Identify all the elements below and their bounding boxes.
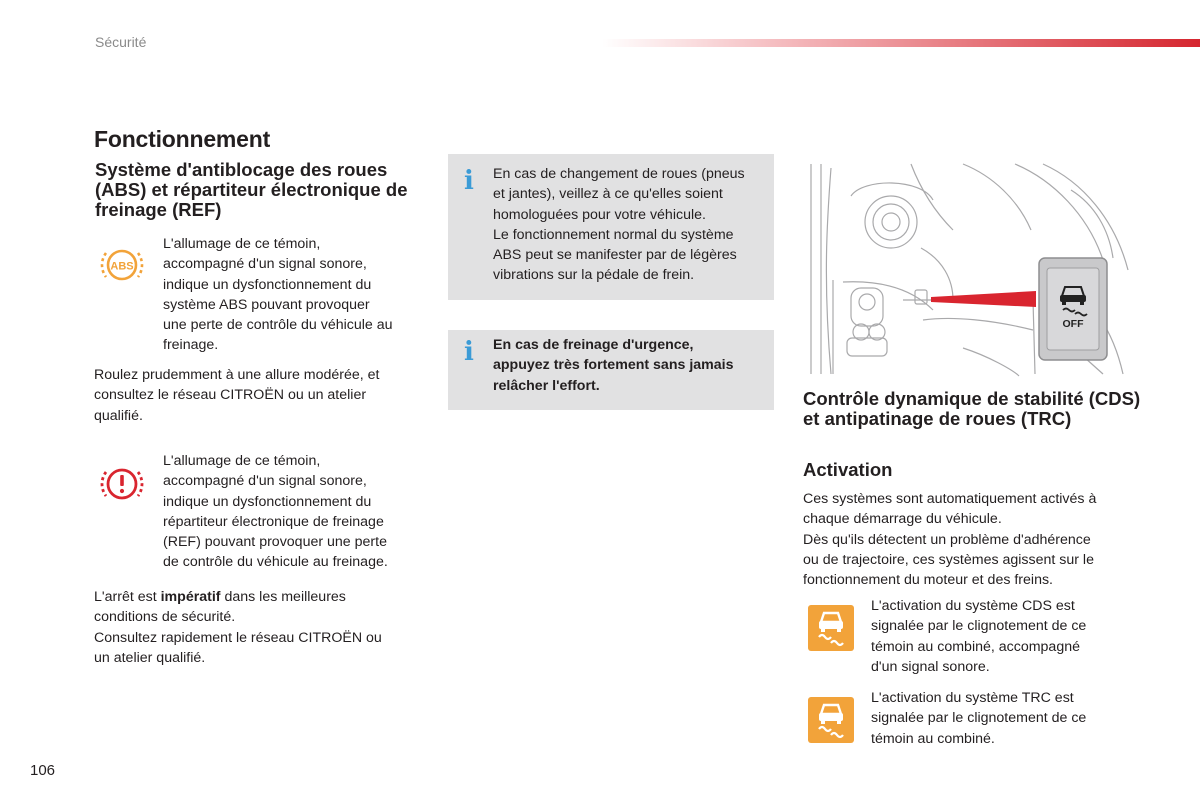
info-box-emergency-text: En cas de freinage d'urgence, appuyez très fortement sans jamais relâcher l'effort. [493,337,734,394]
section-label: Sécurité [95,34,147,50]
header-accent-bar [602,39,1200,47]
abs-advice-text: Roulez prudemment à une allure modérée, et consultez le réseau CITROËN ou un atelier qualifié. [94,367,380,424]
info-box-wheels [448,154,774,300]
stop-advice-text: L'arrêt est impératif dans les meilleures conditions de sécurité. Consultez rapidement le réseau CITROËN ou un atelier qualifié. [94,589,382,666]
activation-text: Ces systèmes sont automatiquement activés à chaque démarrage du véhicule. Dès qu'ils détectent un problème d'adhérence ou de trajectoire, ces systèmes agissent sur le fonctionnement du moteur et des freins. [803,491,1097,589]
abs-section-title: Système d'antiblocage des roues (ABS) et répartiteur électronique de freinage (REF) [95,159,408,220]
brake-warning-icon [98,461,146,507]
page-title: Fonctionnement [94,126,271,152]
cds-text: L'activation du système CDS est signalée par le clignotement de ce témoin au combiné, accompagné d'un signal sonore. [871,598,1087,675]
activation-title: Activation [803,459,893,480]
trc-skid-car-icon [808,697,854,743]
abs-warning-icon [98,242,146,288]
info-icon: i [464,337,474,367]
esp-off-label: OFF [1062,318,1084,330]
info-box-wheels-text: En cas de changement de roues (pneus et jantes), veillez à ce qu'elles soient homologuées pour votre véhicule. Le fonctionnement normal du système ABS peut se manifester par de légères vibrations sur la pédale de frein. [493,166,745,284]
ref-warning-text: L'allumage de ce témoin, accompagné d'un signal sonore, indique un dysfonctionnement du répartiteur électronique de freinage (REF) pouvant provoquer une perte de contrôle du véhicule au freinage. [163,453,388,571]
cds-skid-car-icon [808,605,854,651]
abs-warning-text: L'allumage de ce témoin, accompagné d'un signal sonore, indique un dysfonctionnement du système ABS pouvant provoquer une perte de contrôle du véhicule au freinage. [163,236,393,354]
info-icon: i [464,166,474,196]
emphasis-imperatif: impératif [160,589,221,605]
abs-icon-label: ABS [110,260,134,273]
trc-text: L'activation du système TRC est signalée par le clignotement de ce témoin au combiné. [871,690,1087,747]
info-box-emergency [448,330,774,410]
dashboard-illustration [803,160,1148,378]
cds-trc-title: Contrôle dynamique de stabilité (CDS) et antipatinage de roues (TRC) [803,388,1141,429]
page-number: 106 [30,762,56,779]
